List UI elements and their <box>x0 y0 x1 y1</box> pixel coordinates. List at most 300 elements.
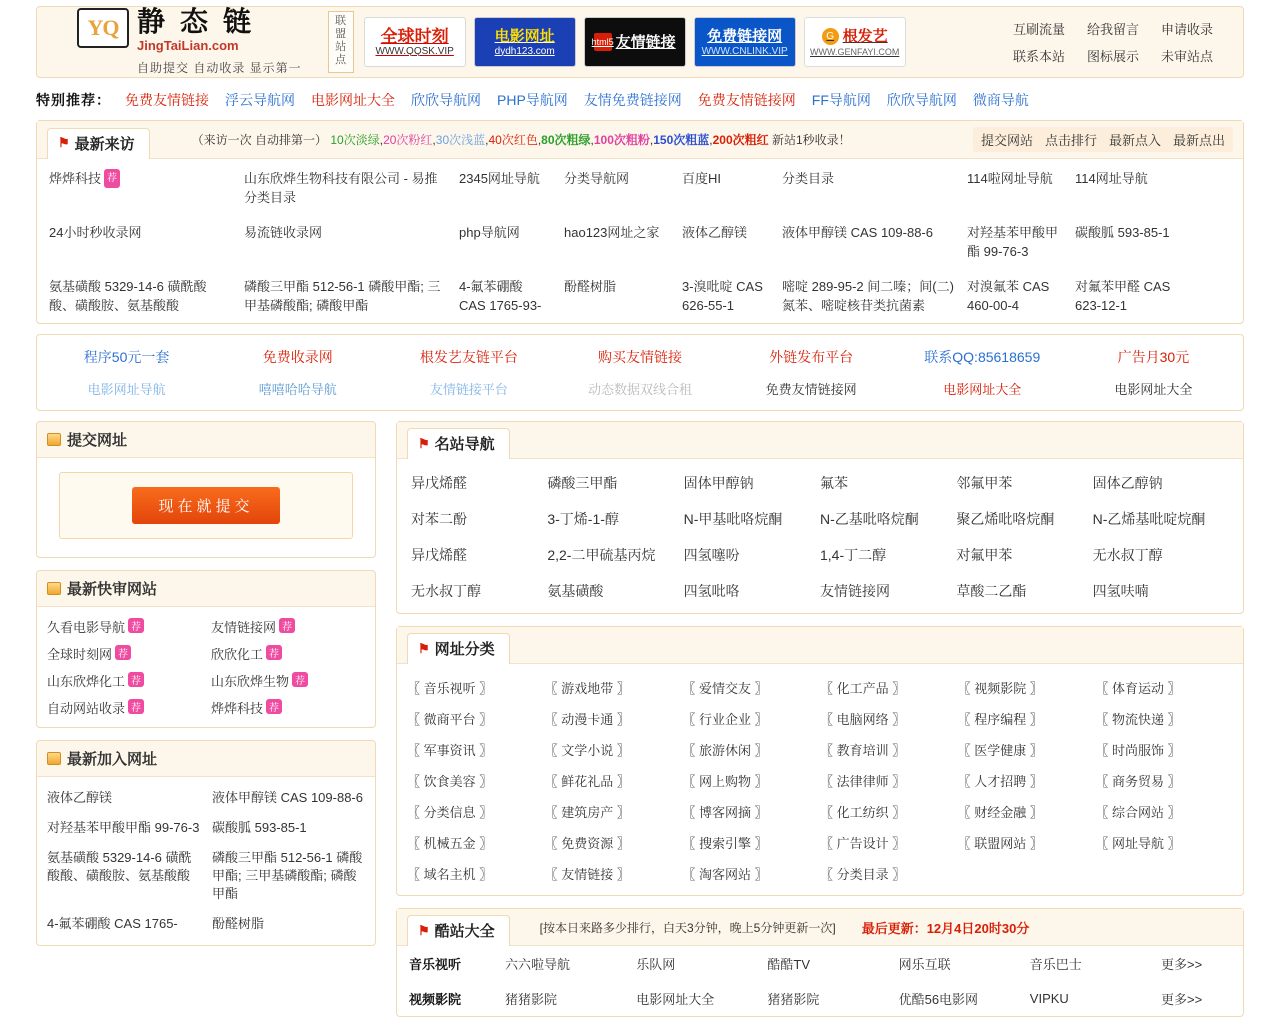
cat-label-32: 免费资源 <box>561 836 614 851</box>
cat-label-22: 法律律师 <box>836 774 889 789</box>
join-link-1[interactable]: 液体乙醇镁 <box>47 790 113 805</box>
banner-youqing-title: 友情链接 <box>615 33 676 51</box>
special-link-10[interactable]: 微商导航 <box>972 92 1029 108</box>
cat-link-15[interactable]: 〖 旅游休闲 〗 <box>682 743 768 758</box>
banner-cnlink-title: 免费链接网 <box>707 27 783 45</box>
cat-link-29[interactable]: 〖 财经金融 〗 <box>957 805 1043 820</box>
tab-latest-visit-label: 最新来访 <box>74 135 135 153</box>
promo-body <box>37 335 1243 410</box>
html5-icon: html5 <box>594 33 612 51</box>
cat-link-16[interactable]: 〖 教育培训 〗 <box>820 743 906 758</box>
visit-note-1: 10次淡绿 <box>330 133 380 147</box>
promo-link-program[interactable]: 程序50元一套 <box>83 349 170 365</box>
visit-note-2: 20次粉红 <box>383 133 433 147</box>
flag-icon: ⚑ <box>58 135 70 150</box>
cat-label-1: 音乐视听 <box>423 681 476 696</box>
cat-link-5[interactable]: 〖 视频影院 〗 <box>957 681 1043 696</box>
visit-note-4: 40次红色 <box>488 133 538 147</box>
cat-link-22[interactable]: 〖 法律律师 〗 <box>820 774 906 789</box>
cool-site-1-5[interactable]: 音乐巴士 <box>1029 957 1082 972</box>
table-row <box>1069 223 1179 261</box>
cat-label-15: 旅游休闲 <box>698 743 751 758</box>
badge-recommend: 荐 <box>266 645 282 660</box>
cool-row-label-1: 音乐视听 <box>409 957 462 972</box>
visit-link-r1c2[interactable]: 山东欣烨生物科技有限公司 - 易推分类目录 <box>244 171 438 205</box>
table-row <box>961 277 1069 315</box>
page-root <box>0 6 1280 1029</box>
cat-link-13[interactable]: 〖 军事资讯 〗 <box>407 743 493 758</box>
cat-link-26[interactable]: 〖 建筑房产 〗 <box>544 805 630 820</box>
cat-link-40[interactable]: 〖 分类目录 〗 <box>820 867 906 882</box>
cat-link-17[interactable]: 〖 医学健康 〗 <box>957 743 1043 758</box>
famous-link-22[interactable]: 友情链接网 <box>819 583 890 599</box>
visit-note-prefix: （来访一次 自动排第一） <box>191 133 328 147</box>
list-item <box>47 617 201 636</box>
cool-site-2-3[interactable]: 猪猪影院 <box>767 992 820 1007</box>
promo-link-free-index[interactable]: 免费收录网 <box>262 349 333 365</box>
cat-link-30[interactable]: 〖 综合网站 〗 <box>1095 805 1181 820</box>
badge-recommend: 荐 <box>128 699 144 714</box>
famous-link-13[interactable]: 异戊烯醛 <box>411 547 467 563</box>
banner-genfayi-title: 根发艺 <box>842 27 888 45</box>
header-link-icons[interactable]: 图标展示 <box>1086 49 1139 64</box>
cool-more-1[interactable]: 更多>> <box>1160 957 1203 972</box>
famous-link-6[interactable]: 固体乙醇钠 <box>1092 475 1163 491</box>
famous-link-24[interactable]: 四氢呋喃 <box>1092 583 1149 599</box>
cat-link-36[interactable]: 〖 网址导航 〗 <box>1095 836 1181 851</box>
right-column <box>396 421 1244 1029</box>
visit-link-r2c8[interactable]: 碳酸胍 593-85-1 <box>1075 225 1170 240</box>
table-row <box>397 946 1243 981</box>
cat-label-12: 物流快递 <box>1111 712 1164 727</box>
cool-site-2-2[interactable]: 电影网址大全 <box>636 992 715 1007</box>
submit-url-title: 提交网址 <box>67 432 128 449</box>
cat-link-31[interactable]: 〖 机械五金 〗 <box>407 836 493 851</box>
header-link-apply[interactable]: 申请收录 <box>1160 22 1213 37</box>
header-links <box>1013 19 1233 65</box>
action-submit-site[interactable]: 提交网站 <box>980 133 1033 148</box>
cat-link-1[interactable]: 〖 音乐视听 〗 <box>407 681 493 696</box>
cat-label-28: 化工纺织 <box>836 805 889 820</box>
logo-title-en: JingTaiLian.com <box>137 38 239 53</box>
promo-link-xixihaha[interactable]: 嘻嘻哈哈导航 <box>258 382 337 397</box>
cat-link-38[interactable]: 〖 友情链接 〗 <box>544 867 630 882</box>
badge-recommend: 荐 <box>292 672 308 687</box>
famous-nav-grid <box>397 459 1243 613</box>
table-row <box>961 223 1069 261</box>
cool-site-1-3[interactable]: 酷酷TV <box>767 957 811 972</box>
famous-link-10[interactable]: N-乙基吡咯烷酮 <box>819 511 919 527</box>
list-item <box>47 819 200 837</box>
cat-label-13: 军事资讯 <box>423 743 476 758</box>
famous-link-19[interactable]: 无水叔丁醇 <box>411 583 481 599</box>
table-row <box>238 277 453 315</box>
fast-link-8[interactable]: 烨烨科技 <box>211 701 264 716</box>
special-link-3[interactable]: 电影网址大全 <box>311 92 395 108</box>
cat-link-20[interactable]: 〖 鲜花礼品 〗 <box>544 774 630 789</box>
banner-genfayi-url: WWW.GENFAYI.COM <box>810 46 900 57</box>
header-link-message[interactable]: 给我留言 <box>1086 22 1139 37</box>
famous-link-12[interactable]: N-乙烯基吡啶烷酮 <box>1092 511 1206 527</box>
fast-link-6[interactable]: 山东欣烨生物 <box>211 674 290 689</box>
logo-text <box>137 8 302 76</box>
cat-link-34[interactable]: 〖 广告设计 〗 <box>820 836 906 851</box>
famous-link-8[interactable]: 3-丁烯-1-醇 <box>547 511 619 527</box>
special-link-6[interactable]: 友情免费链接网 <box>583 92 682 108</box>
promo-row-2 <box>41 379 1239 398</box>
list-item <box>211 644 365 663</box>
cat-link-2[interactable]: 〖 游戏地带 〗 <box>544 681 630 696</box>
famous-link-3[interactable]: 固体甲醇钠 <box>683 475 754 491</box>
cat-link-4[interactable]: 〖 化工产品 〗 <box>820 681 906 696</box>
visit-link-r3c1[interactable]: 氨基磺酸 5329-14-6 磺酰酸酸、磺酸胺、氨基酸酸 <box>49 279 207 313</box>
join-link-8[interactable]: 酚醛树脂 <box>212 916 265 931</box>
join-link-4[interactable]: 碳酸胍 593-85-1 <box>212 820 307 835</box>
special-link-8[interactable]: FF导航网 <box>811 92 871 108</box>
join-link-2[interactable]: 液体甲醇镁 CAS 109-88-6 <box>212 790 363 805</box>
visit-link-r3c6[interactable]: 嘧啶 289-95-2 间二嗪；间(二)氮苯、嘧啶核苷类抗菌素 <box>782 279 954 313</box>
promo-link-free-friend-links[interactable]: 免费友情链接网 <box>765 382 857 397</box>
table-row <box>558 277 676 315</box>
table-row <box>43 223 238 261</box>
special-link-5[interactable]: PHP导航网 <box>497 92 568 108</box>
list-item <box>47 849 200 903</box>
visit-link-r1c8[interactable]: 114网址导航 <box>1075 171 1148 186</box>
cat-label-26: 建筑房产 <box>561 805 614 820</box>
list-item <box>212 915 365 933</box>
visit-link-r2c2[interactable]: 易流链收录网 <box>244 225 323 240</box>
tab-cool-sites-label: 酷站大全 <box>434 923 495 940</box>
fast-link-1[interactable]: 久看电影导航 <box>47 620 126 635</box>
famous-link-11[interactable]: 聚乙烯吡咯烷酮 <box>956 511 1055 527</box>
cat-label-11: 程序编程 <box>974 712 1027 727</box>
table-row <box>238 169 453 207</box>
visit-link-r3c3[interactable]: 4-氟苯硼酸 CAS 1765-93- <box>459 279 542 313</box>
site-logo[interactable] <box>47 8 302 76</box>
table-row <box>961 169 1069 207</box>
latest-visit-note: （来访一次 自动排第一） 10次淡绿,20次粉红,30次浅蓝,40次红色,80次粗绿,100次粗粉,150次粗蓝,200次粗红 新站1秒收录！ <box>191 133 851 147</box>
list-item <box>212 819 365 837</box>
cat-link-19[interactable]: 〖 饮食美容 〗 <box>407 774 493 789</box>
tab-latest-visit[interactable] <box>47 128 150 159</box>
famous-nav-box <box>396 421 1244 614</box>
cat-label-30: 综合网站 <box>1111 805 1164 820</box>
cool-site-1-2[interactable]: 乐队网 <box>636 957 676 972</box>
url-category-box <box>396 626 1244 896</box>
cat-label-17: 医学健康 <box>974 743 1027 758</box>
cat-label-38: 友情链接 <box>561 867 614 882</box>
tab-cool-sites[interactable] <box>407 915 510 946</box>
table-row <box>776 277 961 315</box>
cat-link-9[interactable]: 〖 行业企业 〗 <box>682 712 768 727</box>
cat-label-37: 域名主机 <box>423 867 476 882</box>
promo-link-movie-nav[interactable]: 电影网址导航 <box>87 382 166 397</box>
famous-link-20[interactable]: 氨基磺酸 <box>547 583 604 599</box>
cat-label-21: 网上购物 <box>698 774 751 789</box>
cat-link-33[interactable]: 〖 搜索引擎 〗 <box>682 836 768 851</box>
famous-link-9[interactable]: N-甲基吡咯烷酮 <box>683 511 783 527</box>
cat-label-24: 商务贸易 <box>1111 774 1164 789</box>
list-item <box>211 617 365 636</box>
promo-link-outlink-platform[interactable]: 外链发布平台 <box>769 349 854 365</box>
cool-site-2-5[interactable]: VIPKU <box>1029 991 1069 1006</box>
visit-note-3: 30次浅蓝 <box>435 133 486 147</box>
table-row <box>558 169 676 207</box>
newly-added-header <box>37 741 375 777</box>
cat-link-6[interactable]: 〖 体育运动 〗 <box>1095 681 1181 696</box>
badge-recommend: 荐 <box>104 169 120 188</box>
banner-dydh123-url: dydh123.com <box>494 45 555 57</box>
table-row <box>676 223 776 261</box>
promo-link-ad-monthly[interactable]: 广告月30元 <box>1117 349 1190 365</box>
table-row <box>1069 277 1179 315</box>
banner-dydh123[interactable] <box>474 17 576 67</box>
cat-link-7[interactable]: 〖 微商平台 〗 <box>407 712 493 727</box>
cool-site-2-1[interactable]: 猪猪影院 <box>505 992 558 1007</box>
visit-link-r2c3[interactable]: php导航网 <box>459 225 520 240</box>
cat-label-36: 网址导航 <box>1111 836 1164 851</box>
famous-link-7[interactable]: 对苯二酚 <box>411 511 467 527</box>
famous-link-18[interactable]: 无水叔丁醇 <box>1092 547 1163 563</box>
badge-recommend: 荐 <box>266 699 282 714</box>
newly-added-box <box>36 740 376 946</box>
fast-link-3[interactable]: 全球时刻网 <box>47 647 113 662</box>
submit-url-header <box>37 422 375 458</box>
cat-label-7: 微商平台 <box>423 712 476 727</box>
genfayi-logo-icon: G <box>822 28 839 45</box>
window-icon <box>47 582 61 595</box>
fast-link-2[interactable]: 友情链接网 <box>211 620 277 635</box>
cat-link-27[interactable]: 〖 博客网摘 〗 <box>682 805 768 820</box>
latest-visit-panel <box>36 120 1244 324</box>
promo-link-contact-qq[interactable]: 联系QQ:85618659 <box>924 349 1041 365</box>
famous-link-21[interactable]: 四氢吡咯 <box>683 583 740 599</box>
visit-link-r2c7[interactable]: 对羟基苯甲酸甲酯 99-76-3 <box>967 225 1059 259</box>
banner-genfayi[interactable] <box>804 17 906 67</box>
cool-sites-box <box>396 908 1244 1017</box>
cat-label-23: 人才招聘 <box>974 774 1027 789</box>
cat-label-8: 动漫卡通 <box>561 712 614 727</box>
famous-link-16[interactable]: 1,4-丁二醇 <box>819 547 887 563</box>
list-item <box>212 849 365 903</box>
visit-link-r2c1[interactable]: 24小时秒收录网 <box>49 225 142 240</box>
submit-now-button[interactable]: 现在就提交 <box>132 487 279 524</box>
table-row <box>1069 169 1179 207</box>
visit-link-r1c4[interactable]: 分类导航网 <box>564 171 630 186</box>
cat-link-18[interactable]: 〖 时尚服饰 〗 <box>1095 743 1181 758</box>
cat-label-39: 淘客网站 <box>698 867 751 882</box>
famous-link-4[interactable]: 氟苯 <box>819 475 848 491</box>
action-latest-in[interactable]: 最新点入 <box>1108 133 1161 148</box>
header-link-contact[interactable]: 联系本站 <box>1012 49 1065 64</box>
visit-note-6: 100次粗粉 <box>593 133 650 147</box>
cat-label-2: 游戏地带 <box>561 681 614 696</box>
cat-label-25: 分类信息 <box>423 805 476 820</box>
cat-link-37[interactable]: 〖 域名主机 〗 <box>407 867 493 882</box>
list-item <box>211 698 365 717</box>
cat-link-23[interactable]: 〖 人才招聘 〗 <box>957 774 1043 789</box>
visit-note-5: 80次粗绿 <box>541 133 591 147</box>
fast-link-4[interactable]: 欣欣化工 <box>211 647 264 662</box>
table-row <box>676 277 776 315</box>
famous-link-17[interactable]: 对氟甲苯 <box>956 547 1013 563</box>
fast-link-7[interactable]: 自动网站收录 <box>47 701 126 716</box>
promo-link-buy-links[interactable]: 购买友情链接 <box>597 349 682 365</box>
cat-label-27: 博客网摘 <box>698 805 751 820</box>
banner-qqsk[interactable] <box>364 17 466 67</box>
table-row <box>676 169 776 207</box>
visit-link-r3c2[interactable]: 磷酸三甲酯 512-56-1 磷酸甲酯; 三甲基磷酸酯; 磷酸甲酯 <box>244 279 441 313</box>
cat-link-28[interactable]: 〖 化工纺织 〗 <box>820 805 906 820</box>
newly-added-title: 最新加入网址 <box>67 751 158 768</box>
cat-label-4: 化工产品 <box>836 681 889 696</box>
main-columns <box>36 421 1244 1029</box>
famous-link-1[interactable]: 异戊烯醛 <box>411 475 467 491</box>
tab-famous-nav[interactable] <box>407 428 510 459</box>
badge-recommend: 荐 <box>279 618 295 633</box>
cool-site-1-1[interactable]: 六六啦导航 <box>505 957 571 972</box>
cat-link-25[interactable]: 〖 分类信息 〗 <box>407 805 493 820</box>
cat-link-10[interactable]: 〖 电脑网络 〗 <box>820 712 906 727</box>
cat-label-3: 爱情交友 <box>698 681 751 696</box>
cat-link-12[interactable]: 〖 物流快递 〗 <box>1095 712 1181 727</box>
newly-added-list <box>37 777 375 945</box>
visit-link-r1c6[interactable]: 分类目录 <box>782 171 835 186</box>
cat-label-31: 机械五金 <box>423 836 476 851</box>
tab-url-category-label: 网址分类 <box>434 641 495 658</box>
banner-youqing[interactable] <box>584 17 686 67</box>
promo-link-genfayi-platform[interactable]: 根发艺友链平台 <box>419 349 518 365</box>
banner-cnlink[interactable] <box>694 17 796 67</box>
header-link-unreviewed[interactable]: 未审站点 <box>1160 49 1213 64</box>
table-row <box>238 223 453 261</box>
cool-site-2-4[interactable]: 优酷56电影网 <box>898 992 979 1007</box>
latest-visit-actions <box>973 127 1233 152</box>
action-latest-out[interactable]: 最新点出 <box>1172 133 1225 148</box>
visit-link-r3c4[interactable]: 酚醛树脂 <box>564 279 617 294</box>
promo-link-hosting[interactable]: 动态数据双线合租 <box>587 382 692 397</box>
visit-link-r2c4[interactable]: hao123网址之家 <box>564 225 660 240</box>
special-link-1[interactable]: 免费友情链接 <box>125 92 209 108</box>
fast-review-list <box>37 607 375 727</box>
cool-row-label-2: 视频影院 <box>409 992 462 1007</box>
table-row <box>776 169 961 207</box>
visit-link-r2c5[interactable]: 液体乙醇镁 <box>682 225 748 240</box>
action-click-rank[interactable]: 点击排行 <box>1044 133 1097 148</box>
join-link-6[interactable]: 磷酸三甲酯 512-56-1 磷酸甲酯; 三甲基磷酸酯; 磷酸甲酯 <box>212 850 363 901</box>
promo-link-movie-sites-2[interactable]: 电影网址大全 <box>1114 382 1193 397</box>
famous-link-5[interactable]: 邻氟甲苯 <box>956 475 1013 491</box>
cat-link-8[interactable]: 〖 动漫卡通 〗 <box>544 712 630 727</box>
special-link-9[interactable]: 欣欣导航网 <box>886 92 957 108</box>
cat-label-33: 搜索引擎 <box>698 836 751 851</box>
list-item <box>47 915 200 933</box>
visit-link-r2c6[interactable]: 液体甲醇镁 CAS 109-88-6 <box>782 225 933 240</box>
cat-link-11[interactable]: 〖 程序编程 〗 <box>957 712 1043 727</box>
flag-icon: ⚑ <box>418 922 430 938</box>
tab-url-category[interactable] <box>407 633 510 664</box>
visit-link-r1c1[interactable]: 烨烨科技 <box>49 171 102 186</box>
cat-link-14[interactable]: 〖 文学小说 〗 <box>544 743 630 758</box>
cat-link-39[interactable]: 〖 淘客网站 〗 <box>682 867 768 882</box>
famous-nav-header <box>397 422 1243 459</box>
cat-label-29: 财经金融 <box>974 805 1027 820</box>
latest-visit-grid <box>37 159 1243 323</box>
window-icon <box>47 752 61 765</box>
promo-row-1 <box>41 347 1239 367</box>
special-link-2[interactable]: 浮云导航网 <box>225 92 295 108</box>
fast-link-5[interactable]: 山东欣烨化工 <box>47 674 126 689</box>
fast-review-title: 最新快审网站 <box>67 581 158 598</box>
special-link-7[interactable]: 免费友情链接网 <box>697 92 796 108</box>
logo-mark: YQ <box>77 8 129 48</box>
famous-link-14[interactable]: 2,2-二甲硫基丙烷 <box>547 547 656 563</box>
cool-more-2[interactable]: 更多>> <box>1160 992 1203 1007</box>
table-row <box>43 169 238 207</box>
logo-subtitle: 自助提交 自动收录 显示第一 <box>137 61 302 75</box>
famous-link-23[interactable]: 草酸二乙酯 <box>956 583 1027 599</box>
cat-label-10: 电脑网络 <box>836 712 889 727</box>
badge-recommend: 荐 <box>115 645 131 660</box>
submit-url-box <box>36 421 376 558</box>
latest-visit-header <box>37 121 1243 159</box>
table-row <box>453 223 558 261</box>
cat-label-14: 文学小说 <box>561 743 614 758</box>
famous-link-2[interactable]: 磷酸三甲酯 <box>547 475 618 491</box>
ally-sites-label <box>328 11 354 73</box>
cat-link-24[interactable]: 〖 商务贸易 〗 <box>1095 774 1181 789</box>
list-item <box>47 644 201 663</box>
visit-link-r1c5[interactable]: 百度HI <box>682 171 722 186</box>
promo-panel <box>36 334 1244 411</box>
cool-sites-header <box>397 909 1243 946</box>
special-recommend-label: 特别推荐： <box>36 92 111 108</box>
cat-link-3[interactable]: 〖 爱情交友 〗 <box>682 681 768 696</box>
join-link-5[interactable]: 氨基磺酸 5329-14-6 磺酰酸酸、磺酸胺、氨基酸酸 <box>47 850 192 883</box>
flag-icon: ⚑ <box>418 640 430 656</box>
visit-link-r1c7[interactable]: 114啦网址导航 <box>967 171 1053 186</box>
cat-label-18: 时尚服饰 <box>1111 743 1164 758</box>
cat-link-35[interactable]: 〖 联盟网站 〗 <box>957 836 1043 851</box>
join-link-3[interactable]: 对羟基苯甲酸甲酯 99-76-3 <box>47 820 200 835</box>
visit-link-r3c7[interactable]: 对溴氟苯 CAS 460-00-4 <box>967 279 1050 313</box>
promo-link-link-platform[interactable]: 友情链接平台 <box>429 382 508 397</box>
visit-link-r1c3[interactable]: 2345网址导航 <box>459 171 540 186</box>
special-link-4[interactable]: 欣欣导航网 <box>411 92 481 108</box>
header-link-traffic[interactable]: 互刷流量 <box>1012 22 1065 37</box>
join-link-7[interactable]: 4-氟苯硼酸 CAS 1765- <box>47 916 178 931</box>
fast-review-box <box>36 570 376 728</box>
visit-link-r3c5[interactable]: 3-溴吡啶 CAS 626-55-1 <box>682 279 763 313</box>
cool-site-1-4[interactable]: 网乐互联 <box>898 957 951 972</box>
visit-note-suffix: 新站1秒收录！ <box>772 133 851 147</box>
table-row <box>453 277 558 315</box>
famous-link-15[interactable]: 四氢噻吩 <box>683 547 740 563</box>
banner-genfayi-row <box>822 27 888 46</box>
tab-famous-nav-label: 名站导航 <box>434 436 495 453</box>
cat-link-32[interactable]: 〖 免费资源 〗 <box>544 836 630 851</box>
promo-link-movie-sites-1[interactable]: 电影网址大全 <box>943 382 1022 397</box>
cat-label-5: 视频影院 <box>974 681 1027 696</box>
left-column <box>36 421 376 958</box>
list-item <box>47 698 201 717</box>
fast-review-header <box>37 571 375 607</box>
ally-sites-text: 联盟站点 <box>335 15 347 66</box>
list-item <box>47 789 200 807</box>
cat-link-21[interactable]: 〖 网上购物 〗 <box>682 774 768 789</box>
visit-link-r3c8[interactable]: 对氟苯甲醛 CAS 623-12-1 <box>1075 279 1171 313</box>
table-row <box>43 277 238 315</box>
